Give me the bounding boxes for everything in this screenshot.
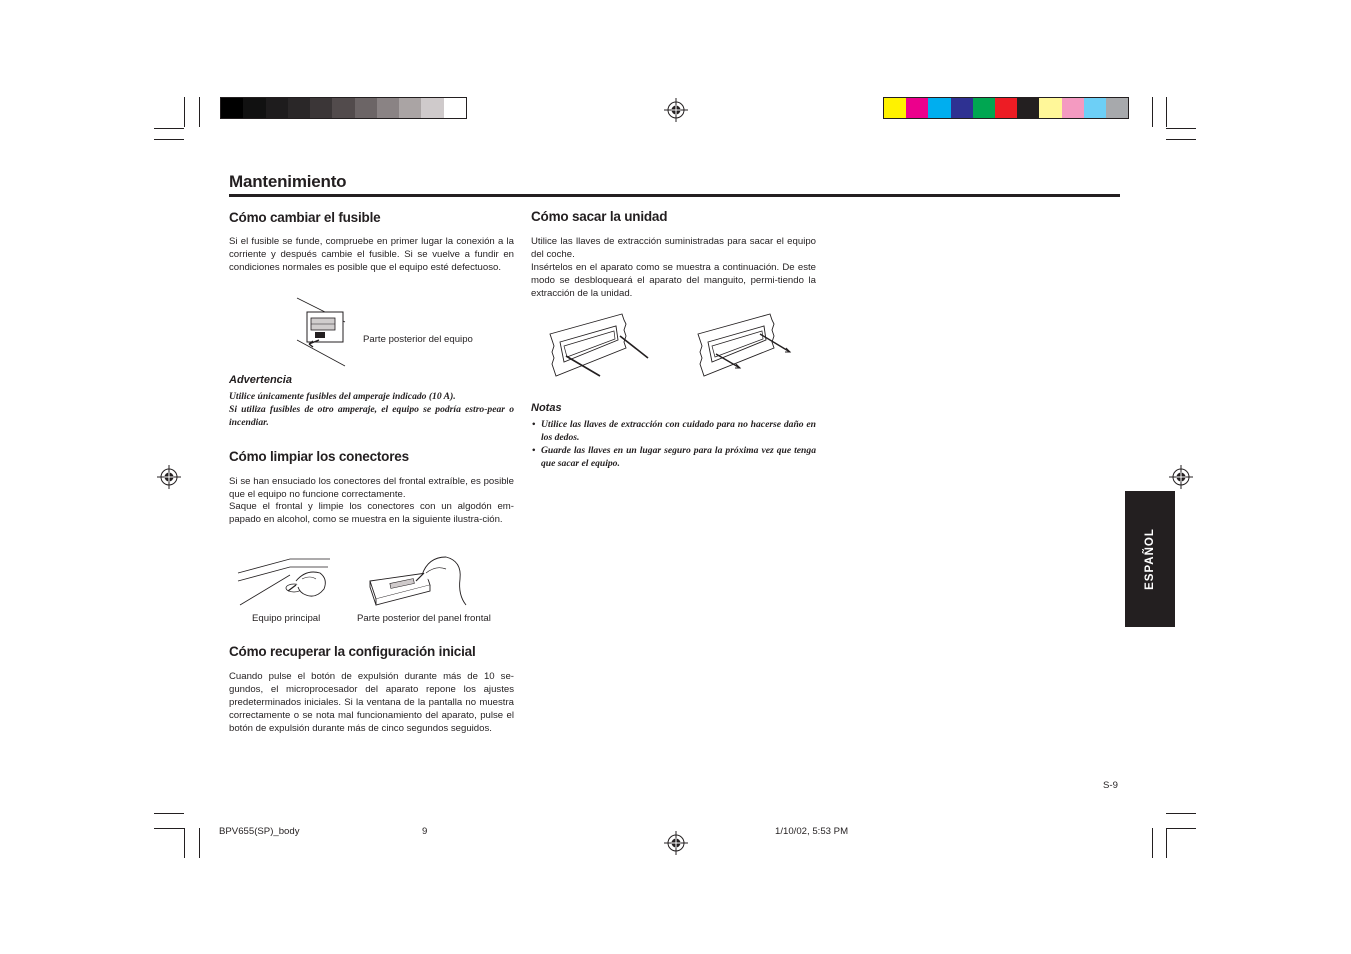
warning-line-1: Utilice únicamente fusibles del amperaje indicado (10 A). bbox=[229, 391, 456, 402]
color-swatch bbox=[310, 98, 332, 118]
fuse-caption: Parte posterior del equipo bbox=[363, 334, 473, 345]
removal-body-1: Utilice las llaves de extracción suministradas para sacar el equipo del coche. bbox=[531, 236, 816, 260]
warning-heading: Advertencia bbox=[229, 374, 292, 386]
reset-body: Cuando pulse el botón de expulsión durante más de 10 se-gundos, el microprocesador del aparato repone los ajustes predeterminados iniciales. Si la ventana de la pantalla no muestra correctamente o se nota mal funcionamiento del aparato, pulse el botón de expulsión durante más de cinco segundos seguidos. bbox=[229, 671, 514, 734]
color-bar bbox=[883, 97, 1129, 119]
registration-mark-top bbox=[664, 98, 688, 122]
notes-list bbox=[532, 419, 816, 471]
title-rule bbox=[229, 194, 1120, 197]
color-swatch bbox=[444, 98, 466, 118]
registration-mark-right bbox=[1169, 465, 1193, 489]
color-swatch bbox=[995, 98, 1017, 118]
front-panel-illustration bbox=[366, 551, 472, 609]
slug-date: 1/10/02, 5:53 PM bbox=[775, 826, 849, 837]
fuse-body: Si el fusible se funde, compruebe en primer lugar la conexión a la corriente y después cambie el fusible. Si se vuelve a fundir en condiciones normales es posible que el equipo esté defectuoso. bbox=[229, 236, 514, 273]
connectors-body-2: Saque el frontal y limpie los conectores con un algodón em-papado en alcohol, como se muestra en la siguiente ilustra-ción. bbox=[229, 501, 514, 525]
reset-heading: Cómo recuperar la configuración inicial bbox=[229, 644, 476, 659]
note-item: • Utilice las llaves de extracción con cuidado para no hacerse daño en los dedos. bbox=[532, 419, 816, 445]
color-swatch bbox=[928, 98, 950, 118]
color-swatch bbox=[399, 98, 421, 118]
removal-body-2: Insértelos en el aparato como se muestra a continuación. De este modo se desbloqueará el aparato del manguito, permi-tiendo la extracción de la unidad. bbox=[531, 262, 816, 299]
warning-line-2: Si utiliza fusibles de otro amperaje, el equipo se podría estro-pear o incendiar. bbox=[229, 404, 514, 428]
color-swatch bbox=[243, 98, 265, 118]
color-swatch bbox=[951, 98, 973, 118]
color-swatch bbox=[1039, 98, 1061, 118]
page-title: Mantenimiento bbox=[229, 172, 347, 191]
gray-bar bbox=[220, 97, 467, 119]
notes-heading: Notas bbox=[531, 402, 562, 414]
color-swatch bbox=[906, 98, 928, 118]
color-swatch bbox=[288, 98, 310, 118]
fuse-illustration bbox=[295, 296, 351, 368]
fuse-heading: Cómo cambiar el fusible bbox=[229, 210, 381, 225]
main-unit-illustration bbox=[236, 555, 332, 609]
color-swatch bbox=[973, 98, 995, 118]
color-swatch bbox=[1106, 98, 1128, 118]
color-swatch bbox=[266, 98, 288, 118]
front-panel-caption: Parte posterior del panel frontal bbox=[357, 613, 491, 624]
color-swatch bbox=[377, 98, 399, 118]
slug-file: BPV655(SP)_body bbox=[219, 826, 300, 837]
removal-heading: Cómo sacar la unidad bbox=[531, 209, 668, 224]
connectors-heading: Cómo limpiar los conectores bbox=[229, 449, 409, 464]
color-swatch bbox=[355, 98, 377, 118]
connectors-body-1: Si se han ensuciado los conectores del frontal extraíble, es posible que el equipo no funcione correctamente. bbox=[229, 476, 514, 500]
page-number: S-9 bbox=[1103, 780, 1118, 791]
language-tab-label: ESPAÑOL bbox=[1144, 528, 1156, 590]
slug-page: 9 bbox=[422, 826, 428, 837]
color-swatch bbox=[1084, 98, 1106, 118]
removal-illustration-1 bbox=[546, 312, 652, 378]
language-tab bbox=[1125, 491, 1175, 627]
registration-mark-bottom bbox=[664, 831, 688, 855]
color-swatch bbox=[332, 98, 354, 118]
registration-mark-left bbox=[157, 465, 181, 489]
color-swatch bbox=[1062, 98, 1084, 118]
main-unit-caption: Equipo principal bbox=[252, 613, 321, 624]
color-swatch bbox=[421, 98, 443, 118]
color-swatch bbox=[221, 98, 243, 118]
color-swatch bbox=[1017, 98, 1039, 118]
note-item: • Guarde las llaves en un lugar seguro para la próxima vez que tenga que sacar el equipo. bbox=[532, 445, 816, 471]
color-swatch bbox=[884, 98, 906, 118]
removal-illustration-2 bbox=[694, 312, 800, 378]
